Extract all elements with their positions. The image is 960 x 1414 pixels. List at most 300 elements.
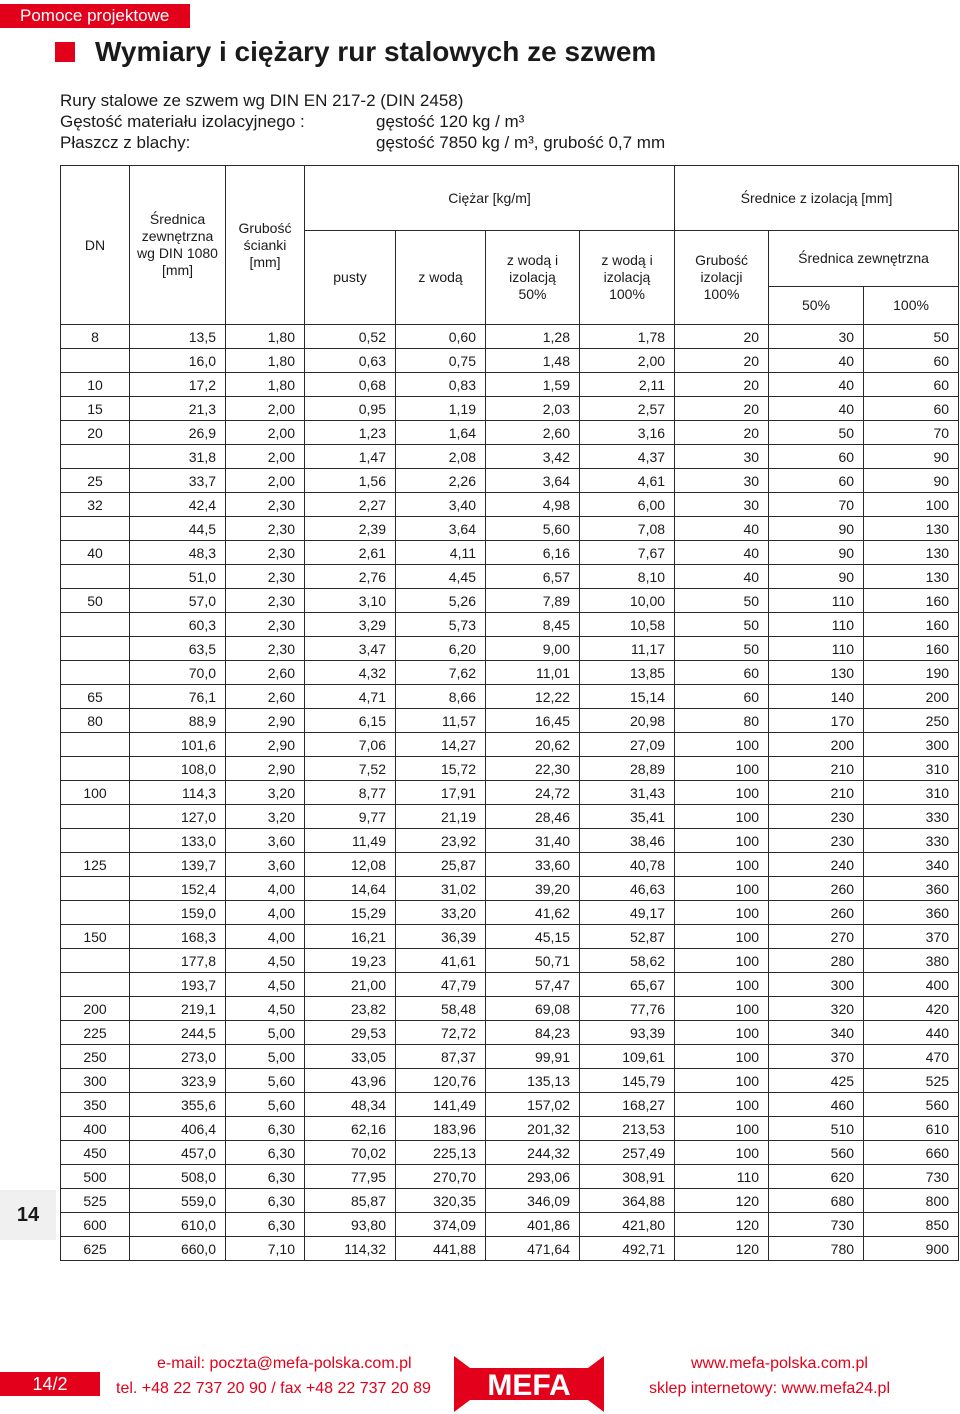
table-cell: 44,5 <box>130 517 226 541</box>
table-cell: 100 <box>675 949 769 973</box>
table-cell: 50 <box>675 589 769 613</box>
table-cell: 4,32 <box>305 661 396 685</box>
table-cell: 4,98 <box>486 493 580 517</box>
table-cell: 2,30 <box>226 517 305 541</box>
table-cell: 0,68 <box>305 373 396 397</box>
table-row <box>61 853 959 877</box>
table-row <box>61 349 959 373</box>
table-cell: 360 <box>864 877 959 901</box>
table-cell: 4,37 <box>580 445 675 469</box>
table-cell: 5,73 <box>396 613 486 637</box>
table-cell: 70,0 <box>130 661 226 685</box>
table-cell: 43,96 <box>305 1069 396 1093</box>
table-cell <box>61 829 130 853</box>
table-cell: 1,19 <box>396 397 486 421</box>
table-cell: 425 <box>769 1069 864 1093</box>
table-cell: 450 <box>61 1141 130 1165</box>
table-cell <box>61 877 130 901</box>
table-cell: 2,11 <box>580 373 675 397</box>
table-row <box>61 445 959 469</box>
table-cell: 101,6 <box>130 733 226 757</box>
table-cell: 201,32 <box>486 1117 580 1141</box>
table-cell: 8,66 <box>396 685 486 709</box>
info-line-density <box>60 111 525 132</box>
table-cell: 2,57 <box>580 397 675 421</box>
table-cell: 57,47 <box>486 973 580 997</box>
table-cell: 364,88 <box>580 1189 675 1213</box>
table-cell: 193,7 <box>130 973 226 997</box>
table-cell: 17,2 <box>130 373 226 397</box>
table-cell: 38,46 <box>580 829 675 853</box>
table-cell: 16,0 <box>130 349 226 373</box>
table-cell: 50 <box>675 613 769 637</box>
table-cell: 4,71 <box>305 685 396 709</box>
table-cell: 21,19 <box>396 805 486 829</box>
table-row <box>61 1213 959 1237</box>
table-cell: 5,00 <box>226 1021 305 1045</box>
table-cell: 559,0 <box>130 1189 226 1213</box>
table-cell: 4,45 <box>396 565 486 589</box>
table-cell: 100 <box>675 1141 769 1165</box>
table-cell: 110 <box>769 589 864 613</box>
info-label: Gęstość materiału izolacyjnego : <box>60 112 305 131</box>
table-cell: 346,09 <box>486 1189 580 1213</box>
table-row <box>61 1141 959 1165</box>
logo-text: MEFA <box>487 1369 571 1402</box>
table-cell: 4,50 <box>226 997 305 1021</box>
table-cell: 471,64 <box>486 1237 580 1261</box>
table-cell: 30 <box>675 493 769 517</box>
table-cell: 127,0 <box>130 805 226 829</box>
table-cell: 42,4 <box>130 493 226 517</box>
table-cell: 100 <box>675 829 769 853</box>
table-cell: 2,60 <box>226 661 305 685</box>
table-cell: 50 <box>61 589 130 613</box>
table-cell: 60 <box>675 685 769 709</box>
table-cell: 850 <box>864 1213 959 1237</box>
table-cell: 600 <box>61 1213 130 1237</box>
table-cell: 6,30 <box>226 1141 305 1165</box>
table-cell: 25,87 <box>396 853 486 877</box>
footer-shop[interactable]: sklep internetowy: www.mefa24.pl <box>649 1380 890 1397</box>
table-cell: 125 <box>61 853 130 877</box>
table-cell: 1,80 <box>226 325 305 349</box>
table-cell: 900 <box>864 1237 959 1261</box>
table-cell: 110 <box>769 637 864 661</box>
table-cell: 0,60 <box>396 325 486 349</box>
table-cell: 46,63 <box>580 877 675 901</box>
table-cell: 23,92 <box>396 829 486 853</box>
table-row <box>61 1165 959 1189</box>
table-cell: 2,90 <box>226 757 305 781</box>
table-cell: 470 <box>864 1045 959 1069</box>
table-cell: 610,0 <box>130 1213 226 1237</box>
header-wall-thickness: Grubość ścianki [mm] <box>226 166 305 325</box>
table-cell: 36,39 <box>396 925 486 949</box>
table-cell: 133,0 <box>130 829 226 853</box>
table-cell: 6,00 <box>580 493 675 517</box>
table-cell: 40 <box>675 565 769 589</box>
table-cell: 100 <box>675 1117 769 1141</box>
table-cell: 2,30 <box>226 493 305 517</box>
table-cell: 168,27 <box>580 1093 675 1117</box>
table-row <box>61 829 959 853</box>
table-cell: 20 <box>675 325 769 349</box>
header-insulation-thickness: Grubość izolacji 100% <box>675 231 769 325</box>
pipe-dimensions-table <box>60 165 959 1261</box>
table-cell: 60 <box>675 661 769 685</box>
table-cell: 0,63 <box>305 349 396 373</box>
table-cell: 230 <box>769 805 864 829</box>
table-cell: 2,00 <box>226 421 305 445</box>
table-cell: 58,62 <box>580 949 675 973</box>
table-cell: 90 <box>864 445 959 469</box>
header-empty: pusty <box>305 231 396 325</box>
table-cell: 11,01 <box>486 661 580 685</box>
table-cell: 40 <box>675 541 769 565</box>
table-cell: 8,77 <box>305 781 396 805</box>
table-cell: 60,3 <box>130 613 226 637</box>
table-cell: 7,10 <box>226 1237 305 1261</box>
table-cell: 2,00 <box>226 469 305 493</box>
table-cell: 16,21 <box>305 925 396 949</box>
table-cell: 3,42 <box>486 445 580 469</box>
table-cell: 120 <box>675 1189 769 1213</box>
table-cell: 225,13 <box>396 1141 486 1165</box>
table-cell: 159,0 <box>130 901 226 925</box>
table-cell: 3,29 <box>305 613 396 637</box>
page-number: 14/2 <box>0 1372 100 1396</box>
table-cell: 401,86 <box>486 1213 580 1237</box>
table-cell: 374,09 <box>396 1213 486 1237</box>
table-cell: 130 <box>864 541 959 565</box>
table-cell: 7,67 <box>580 541 675 565</box>
table-cell: 100 <box>675 757 769 781</box>
chapter-side-label: 14 <box>0 1190 56 1240</box>
table-cell: 35,41 <box>580 805 675 829</box>
table-cell: 108,0 <box>130 757 226 781</box>
table-cell: 680 <box>769 1189 864 1213</box>
table-cell: 31,8 <box>130 445 226 469</box>
table-cell: 2,90 <box>226 733 305 757</box>
table-cell: 20 <box>675 373 769 397</box>
table-cell: 58,48 <box>396 997 486 1021</box>
table-cell: 80 <box>675 709 769 733</box>
table-cell: 323,9 <box>130 1069 226 1093</box>
table-cell: 2,00 <box>226 397 305 421</box>
table-cell: 157,02 <box>486 1093 580 1117</box>
table-cell: 0,95 <box>305 397 396 421</box>
table-row <box>61 613 959 637</box>
table-cell: 3,47 <box>305 637 396 661</box>
table-cell <box>61 517 130 541</box>
mefa-logo <box>454 1356 604 1412</box>
table-cell: 6,20 <box>396 637 486 661</box>
table-cell: 40 <box>769 397 864 421</box>
table-cell: 2,30 <box>226 613 305 637</box>
table-cell: 90 <box>864 469 959 493</box>
footer-email[interactable]: e-mail: poczta@mefa-polska.com.pl <box>157 1355 412 1372</box>
table-cell: 70,02 <box>305 1141 396 1165</box>
table-cell: 15,72 <box>396 757 486 781</box>
table-cell: 7,08 <box>580 517 675 541</box>
table-cell: 7,89 <box>486 589 580 613</box>
table-cell <box>61 661 130 685</box>
table-cell: 0,83 <box>396 373 486 397</box>
table-cell: 22,30 <box>486 757 580 781</box>
table-row <box>61 757 959 781</box>
table-cell: 20 <box>675 421 769 445</box>
footer-website[interactable]: www.mefa-polska.com.pl <box>691 1355 868 1372</box>
table-cell: 6,30 <box>226 1189 305 1213</box>
header-weight-group: Ciężar [kg/m] <box>305 166 675 231</box>
table-cell: 457,0 <box>130 1141 226 1165</box>
table-cell: 160 <box>864 637 959 661</box>
table-cell: 560 <box>769 1141 864 1165</box>
table-cell: 250 <box>864 709 959 733</box>
table-row <box>61 1045 959 1069</box>
table-cell: 100 <box>675 805 769 829</box>
table-cell: 85,87 <box>305 1189 396 1213</box>
table-cell: 50 <box>675 637 769 661</box>
table-cell <box>61 901 130 925</box>
table-cell: 100 <box>675 853 769 877</box>
info-value: gęstość 7850 kg / m³, grubość 0,7 mm <box>376 133 666 152</box>
table-cell: 7,52 <box>305 757 396 781</box>
table-cell: 620 <box>769 1165 864 1189</box>
table-cell: 93,39 <box>580 1021 675 1045</box>
table-cell: 2,26 <box>396 469 486 493</box>
table-cell: 139,7 <box>130 853 226 877</box>
table-cell: 40 <box>769 349 864 373</box>
table-cell <box>61 613 130 637</box>
table-cell: 3,10 <box>305 589 396 613</box>
table-cell: 135,13 <box>486 1069 580 1093</box>
table-cell: 4,61 <box>580 469 675 493</box>
table-cell: 114,3 <box>130 781 226 805</box>
table-cell: 12,22 <box>486 685 580 709</box>
table-row <box>61 1117 959 1141</box>
table-cell: 40 <box>769 373 864 397</box>
table-cell: 293,06 <box>486 1165 580 1189</box>
table-cell: 219,1 <box>130 997 226 1021</box>
table-cell: 63,5 <box>130 637 226 661</box>
table-cell: 6,15 <box>305 709 396 733</box>
table-row <box>61 949 959 973</box>
table-cell: 50 <box>864 325 959 349</box>
table-cell: 406,4 <box>130 1117 226 1141</box>
table-cell: 183,96 <box>396 1117 486 1141</box>
table-cell: 33,05 <box>305 1045 396 1069</box>
table-cell: 460 <box>769 1093 864 1117</box>
table-cell: 340 <box>769 1021 864 1045</box>
table-row <box>61 733 959 757</box>
table-cell: 244,5 <box>130 1021 226 1045</box>
header-water-insulation-50: z wodą i izolacją 50% <box>486 231 580 325</box>
table-cell: 525 <box>864 1069 959 1093</box>
table-cell: 110 <box>675 1165 769 1189</box>
table-cell: 1,48 <box>486 349 580 373</box>
table-cell: 16,45 <box>486 709 580 733</box>
table-cell: 330 <box>864 805 959 829</box>
table-cell: 610 <box>864 1117 959 1141</box>
table-row <box>61 709 959 733</box>
table-cell: 257,49 <box>580 1141 675 1165</box>
table-cell: 500 <box>61 1165 130 1189</box>
table-cell <box>61 637 130 661</box>
table-cell: 2,60 <box>486 421 580 445</box>
table-cell: 240 <box>769 853 864 877</box>
table-cell: 2,00 <box>580 349 675 373</box>
table-cell: 6,57 <box>486 565 580 589</box>
table-cell: 3,64 <box>396 517 486 541</box>
table-cell: 130 <box>864 517 959 541</box>
table-cell: 90 <box>769 565 864 589</box>
table-cell: 9,00 <box>486 637 580 661</box>
table-cell: 5,60 <box>226 1093 305 1117</box>
table-row <box>61 1021 959 1045</box>
table-cell: 77,76 <box>580 997 675 1021</box>
table-cell: 100 <box>675 781 769 805</box>
table-cell: 84,23 <box>486 1021 580 1045</box>
table-cell: 3,40 <box>396 493 486 517</box>
table-cell: 2,03 <box>486 397 580 421</box>
table-cell: 28,89 <box>580 757 675 781</box>
table-cell: 2,60 <box>226 685 305 709</box>
table-cell: 400 <box>61 1117 130 1141</box>
table-cell: 15 <box>61 397 130 421</box>
table-cell: 3,16 <box>580 421 675 445</box>
table-cell: 5,00 <box>226 1045 305 1069</box>
table-cell: 70 <box>769 493 864 517</box>
table-cell: 1,23 <box>305 421 396 445</box>
table-cell: 6,30 <box>226 1213 305 1237</box>
table-cell: 31,02 <box>396 877 486 901</box>
table-cell: 30 <box>675 469 769 493</box>
table-cell: 20,98 <box>580 709 675 733</box>
table-cell: 4,50 <box>226 949 305 973</box>
table-row <box>61 661 959 685</box>
table-row <box>61 517 959 541</box>
info-value: gęstość 120 kg / m³ <box>376 112 525 131</box>
table-cell: 350 <box>61 1093 130 1117</box>
table-cell: 120 <box>675 1213 769 1237</box>
table-cell <box>61 757 130 781</box>
table-row <box>61 325 959 349</box>
table-cell: 4,50 <box>226 973 305 997</box>
table-cell: 33,20 <box>396 901 486 925</box>
table-cell: 47,79 <box>396 973 486 997</box>
table-cell: 130 <box>864 565 959 589</box>
table-cell: 300 <box>61 1069 130 1093</box>
table-cell: 244,32 <box>486 1141 580 1165</box>
table-cell: 225 <box>61 1021 130 1045</box>
table-cell: 60 <box>769 469 864 493</box>
table-cell: 57,0 <box>130 589 226 613</box>
info-label: Rury stalowe ze szwem wg DIN EN 217-2 (DIN 2458) <box>60 91 464 110</box>
table-cell: 3,60 <box>226 853 305 877</box>
table-cell: 32 <box>61 493 130 517</box>
table-cell: 60 <box>864 373 959 397</box>
table-cell: 160 <box>864 589 959 613</box>
table-cell: 100 <box>61 781 130 805</box>
table-cell: 145,79 <box>580 1069 675 1093</box>
table-cell: 9,77 <box>305 805 396 829</box>
table-cell: 3,20 <box>226 805 305 829</box>
table-cell: 2,00 <box>226 445 305 469</box>
table-cell: 100 <box>675 997 769 1021</box>
table-cell: 5,60 <box>486 517 580 541</box>
table-cell: 88,9 <box>130 709 226 733</box>
table-cell: 370 <box>864 925 959 949</box>
table-row <box>61 973 959 997</box>
table-cell: 114,32 <box>305 1237 396 1261</box>
table-cell: 660 <box>864 1141 959 1165</box>
table-cell: 300 <box>769 973 864 997</box>
table-cell: 45,15 <box>486 925 580 949</box>
table-cell: 14,27 <box>396 733 486 757</box>
table-cell: 320 <box>769 997 864 1021</box>
table-cell: 360 <box>864 901 959 925</box>
table-cell: 260 <box>769 877 864 901</box>
table-cell: 14,64 <box>305 877 396 901</box>
table-cell: 77,95 <box>305 1165 396 1189</box>
table-cell: 48,34 <box>305 1093 396 1117</box>
table-cell: 31,43 <box>580 781 675 805</box>
table-cell: 210 <box>769 757 864 781</box>
table-cell: 30 <box>769 325 864 349</box>
table-cell: 330 <box>864 829 959 853</box>
table-cell: 93,80 <box>305 1213 396 1237</box>
table-cell: 33,7 <box>130 469 226 493</box>
table-cell: 17,91 <box>396 781 486 805</box>
section-tab: Pomoce projektowe <box>0 4 190 28</box>
table-cell: 660,0 <box>130 1237 226 1261</box>
table-cell: 11,57 <box>396 709 486 733</box>
table-row <box>61 925 959 949</box>
table-cell: 4,00 <box>226 877 305 901</box>
header-insulated-diameters-group: Średnice z izolacją [mm] <box>675 166 959 231</box>
table-cell: 780 <box>769 1237 864 1261</box>
table-cell: 11,49 <box>305 829 396 853</box>
table-cell: 40 <box>675 517 769 541</box>
table-cell: 441,88 <box>396 1237 486 1261</box>
table-cell: 8,45 <box>486 613 580 637</box>
table-cell: 12,08 <box>305 853 396 877</box>
table-cell: 300 <box>864 733 959 757</box>
table-cell: 100 <box>675 1069 769 1093</box>
table-cell: 69,08 <box>486 997 580 1021</box>
table-cell: 273,0 <box>130 1045 226 1069</box>
table-cell: 6,30 <box>226 1117 305 1141</box>
table-cell: 270,70 <box>396 1165 486 1189</box>
table-cell: 10,58 <box>580 613 675 637</box>
table-cell: 20,62 <box>486 733 580 757</box>
table-cell: 100 <box>864 493 959 517</box>
table-cell: 6,30 <box>226 1165 305 1189</box>
table-cell: 355,6 <box>130 1093 226 1117</box>
table-cell: 49,17 <box>580 901 675 925</box>
table-cell: 52,87 <box>580 925 675 949</box>
table-cell: 100 <box>675 1021 769 1045</box>
table-cell: 40 <box>61 541 130 565</box>
table-cell: 310 <box>864 757 959 781</box>
table-cell <box>61 445 130 469</box>
table-cell: 320,35 <box>396 1189 486 1213</box>
table-cell: 100 <box>675 1045 769 1069</box>
table-row <box>61 1093 959 1117</box>
table-cell: 130 <box>769 661 864 685</box>
